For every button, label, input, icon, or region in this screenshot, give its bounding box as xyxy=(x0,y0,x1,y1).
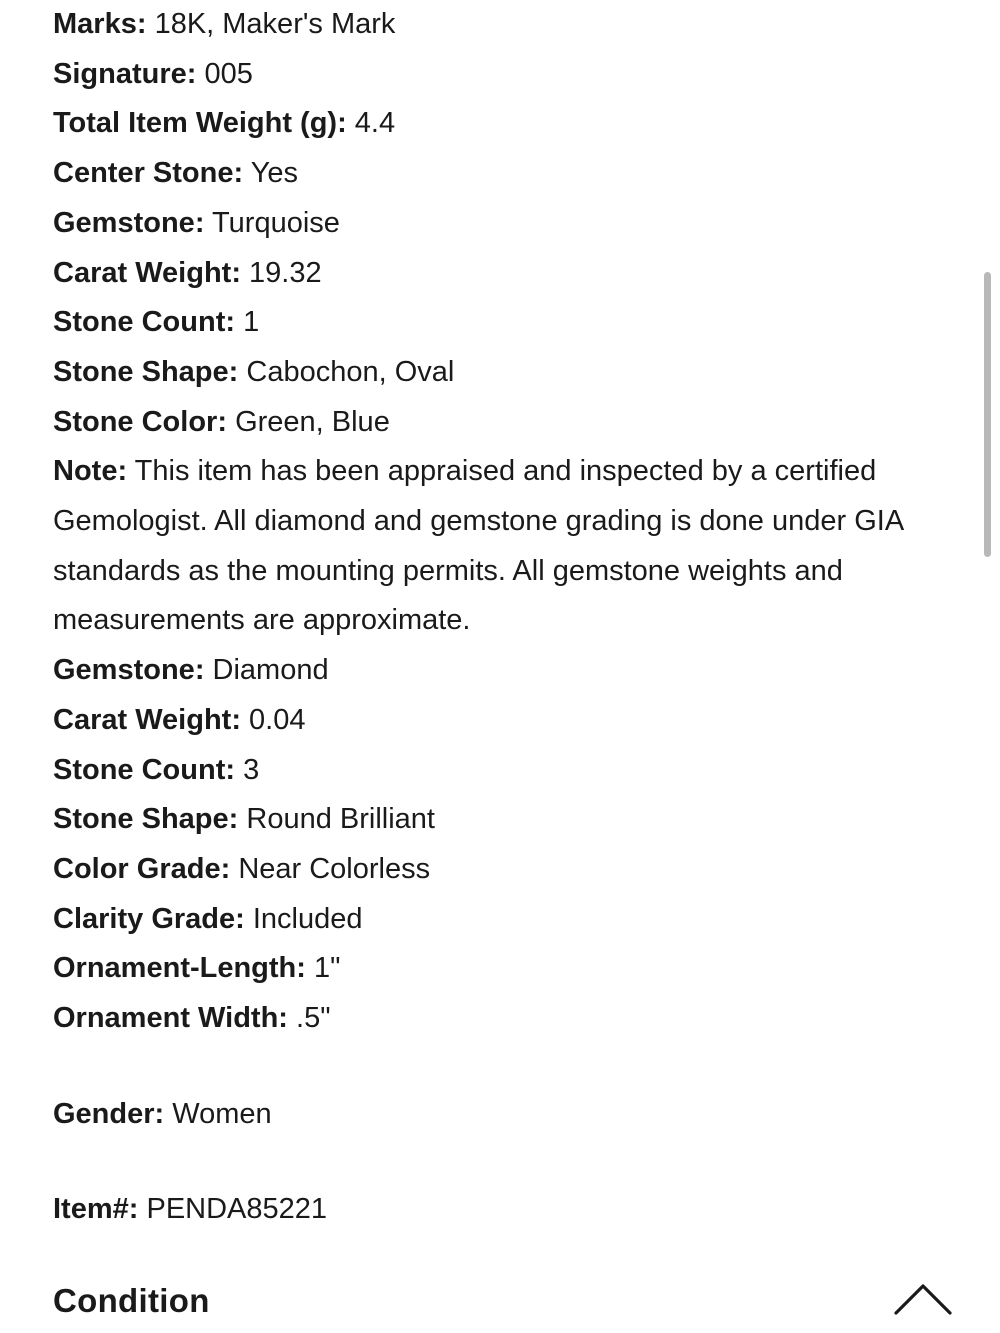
spec-row-carat-weight xyxy=(53,696,933,746)
spec-value: 18K, Maker's Mark xyxy=(154,8,396,40)
spec-label: Total Item Weight (g): xyxy=(53,107,347,140)
spec-label: Ornament-Length: xyxy=(53,952,306,985)
spec-row-gemstone xyxy=(53,199,933,249)
spec-value: 005 xyxy=(204,57,253,90)
spec-value: 3 xyxy=(243,753,260,786)
scrollbar-thumb[interactable] xyxy=(984,272,991,557)
spec-value: 0.04 xyxy=(249,703,306,736)
spec-value: PENDA85221 xyxy=(146,1193,328,1226)
spec-value: .5" xyxy=(296,1002,331,1035)
spec-label: Stone Count: xyxy=(53,753,236,786)
spec-value: Included xyxy=(252,902,363,935)
spec-row-color-grade xyxy=(53,845,933,895)
spec-row-ornament-width xyxy=(53,994,933,1044)
spec-row-clarity-grade xyxy=(53,895,933,945)
spec-value: 19.32 xyxy=(249,256,322,289)
spec-label: Signature: xyxy=(53,57,197,90)
spec-row-total-weight xyxy=(53,99,933,149)
spec-row-item-number xyxy=(53,1185,933,1235)
spec-row-stone-shape xyxy=(53,348,933,398)
spec-label: Clarity Grade: xyxy=(53,902,245,935)
spec-row-gender xyxy=(53,1090,933,1140)
item-details xyxy=(53,0,933,1235)
spec-row-signature xyxy=(53,50,933,100)
spec-value: Yes xyxy=(250,157,298,190)
spec-label: Item#: xyxy=(53,1193,139,1226)
spec-label: Gemstone: xyxy=(53,654,205,687)
spec-row-stone-color xyxy=(53,398,933,448)
spec-value: Diamond xyxy=(212,654,329,687)
spec-label: Marks: xyxy=(53,8,147,40)
spec-row-ornament-length xyxy=(53,944,933,994)
spec-row-stone-shape xyxy=(53,795,933,845)
spec-label: Ornament Width: xyxy=(53,1002,288,1035)
spec-label: Note: xyxy=(53,455,128,488)
spec-list xyxy=(53,0,933,1235)
spec-label: Carat Weight: xyxy=(53,703,241,736)
spec-row-center-stone xyxy=(53,149,933,199)
spec-value: 4.4 xyxy=(354,107,396,140)
spec-value: 1" xyxy=(314,952,341,985)
spec-label: Center Stone: xyxy=(53,157,244,190)
spec-value: Cabochon, Oval xyxy=(246,355,455,388)
spec-label: Gender: xyxy=(53,1097,165,1130)
spec-value: Near Colorless xyxy=(238,852,431,885)
spec-label: Gemstone: xyxy=(53,206,205,239)
spec-row-gemstone xyxy=(53,646,933,696)
spec-value: 1 xyxy=(243,306,260,339)
spec-value: Round Brilliant xyxy=(246,803,435,836)
condition-section-header[interactable] xyxy=(53,1276,953,1326)
spec-value: This item has been appraised and inspected by a certified Gemologist. All diamond and gemstone grading is done under GIA standards as the mounting permits. All gemstone weights and measurements are approximate. xyxy=(53,455,903,637)
spec-value: Turquoise xyxy=(212,206,340,239)
spec-row-note xyxy=(53,447,933,646)
spec-label: Stone Shape: xyxy=(53,355,239,388)
spec-row-marks xyxy=(53,0,933,50)
spec-label: Color Grade: xyxy=(53,852,231,885)
spec-label: Stone Shape: xyxy=(53,803,239,836)
spec-row-stone-count xyxy=(53,298,933,348)
spec-row-carat-weight xyxy=(53,249,933,299)
spec-label: Carat Weight: xyxy=(53,256,241,289)
spec-value: Green, Blue xyxy=(235,405,390,438)
condition-title: Condition xyxy=(53,1282,210,1319)
spec-value: Women xyxy=(172,1097,272,1130)
spec-label: Stone Count: xyxy=(53,306,236,339)
spec-row-stone-count xyxy=(53,746,933,796)
spec-label: Stone Color: xyxy=(53,405,227,438)
chevron-up-icon[interactable] xyxy=(893,1280,953,1316)
